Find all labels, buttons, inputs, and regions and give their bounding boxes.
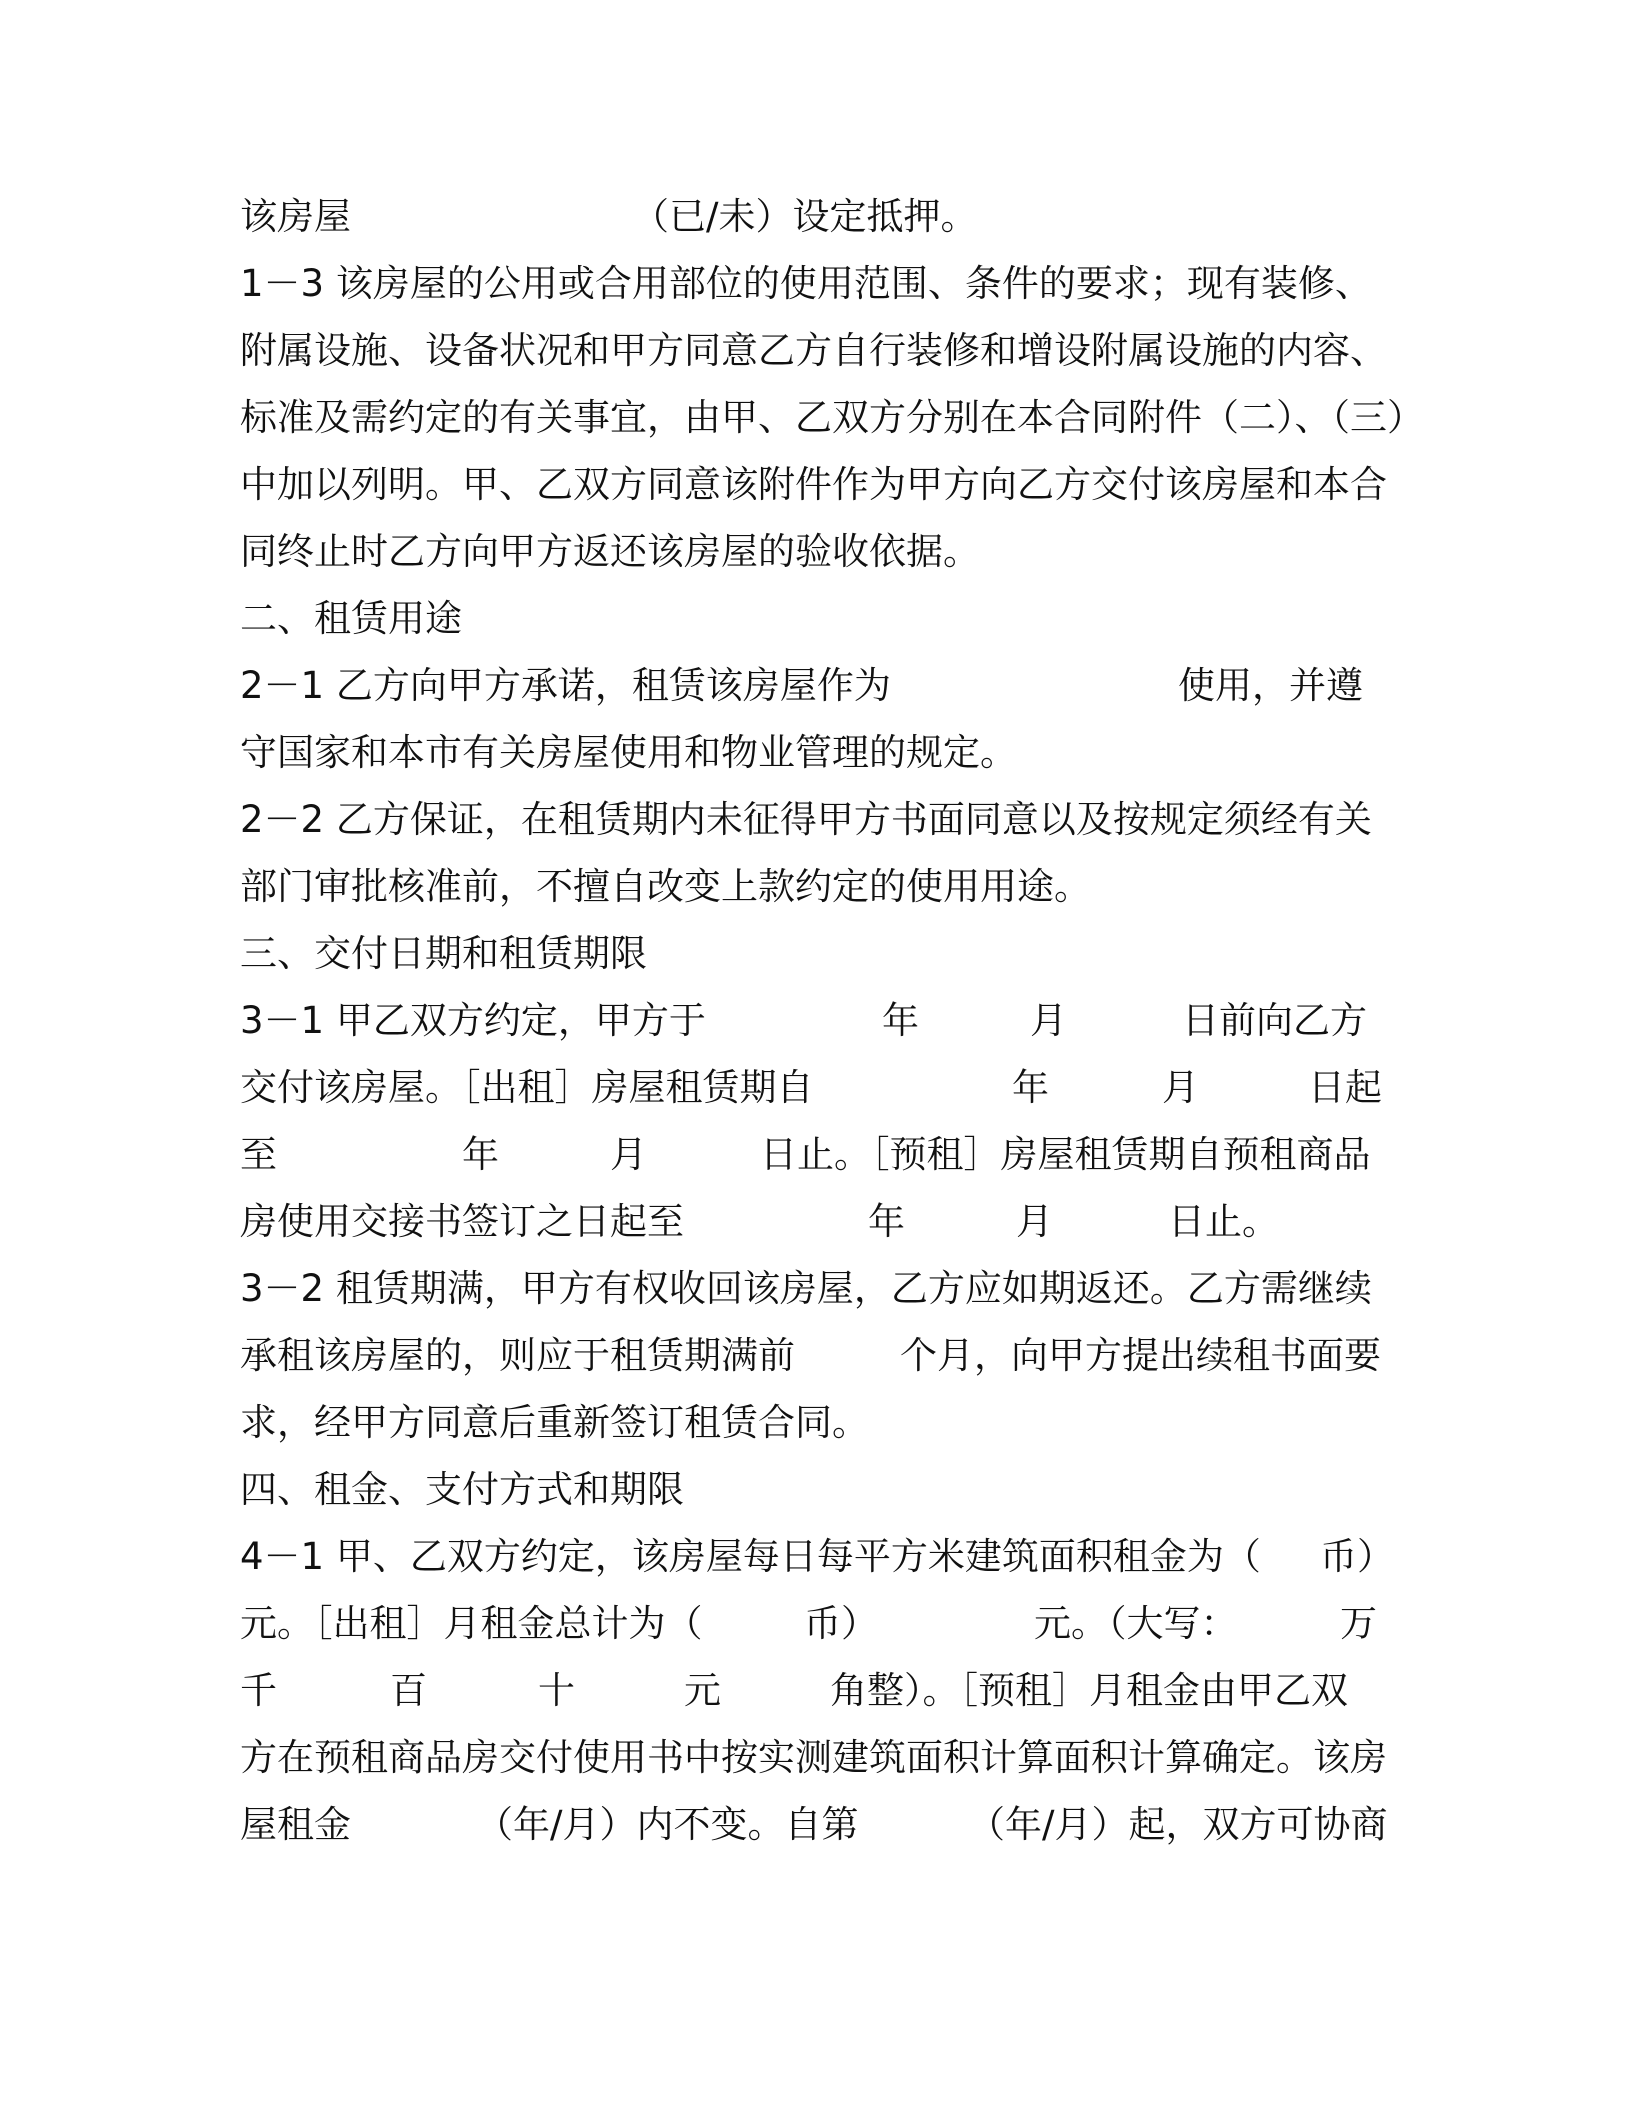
text-line — [240, 1189, 1380, 1255]
text-segment: 月 — [1016, 1200, 1053, 1243]
text-segment: 3－2 租赁期满，甲方有权收回该房屋，乙方应如期返还。乙方需继续 — [240, 1267, 1372, 1310]
text-line — [240, 1055, 1380, 1121]
section-heading — [240, 921, 1380, 987]
text-segment: （已/未）设定抵押。 — [632, 195, 978, 238]
text-line — [240, 653, 1380, 719]
text-segment: 月 — [1162, 1066, 1199, 1109]
text-segment: 1－3 该房屋的公用或合用部位的使用范围、条件的要求；现有装修、 — [240, 262, 1372, 305]
text-line — [240, 787, 1380, 853]
text-line — [240, 251, 1380, 317]
text-segment: 年 — [868, 1200, 905, 1243]
text-segment: 部门审批核准前，不擅自改变上款约定的使用用途。 — [240, 865, 1091, 908]
text-line — [240, 854, 1380, 920]
text-segment: 承租该房屋的，则应于租赁期满前 — [240, 1334, 795, 1377]
text-segment: 百 — [390, 1669, 427, 1712]
text-segment: 年 — [1012, 1066, 1049, 1109]
text-segment: 日前向乙方 — [1182, 999, 1367, 1042]
text-segment: 元 — [684, 1669, 721, 1712]
text-line — [240, 1658, 1380, 1724]
text-line — [240, 519, 1380, 585]
text-segment: 房使用交接书签订之日起至 — [240, 1200, 684, 1243]
text-line — [240, 452, 1387, 518]
text-line — [240, 184, 1380, 250]
text-segment: 交付该房屋。［出租］房屋租赁期自 — [240, 1066, 814, 1109]
text-segment: 3－1 甲乙双方约定，甲方于 — [240, 999, 706, 1042]
text-segment: 2－1 乙方向甲方承诺，租赁该房屋作为 — [240, 664, 891, 707]
text-segment: 月 — [1030, 999, 1067, 1042]
text-line — [240, 318, 1387, 384]
text-line — [240, 1792, 1388, 1858]
text-line — [240, 1122, 1380, 1188]
text-segment: 三、交付日期和租赁期限 — [240, 932, 647, 975]
text-segment: 元。（大写： — [1034, 1602, 1238, 1645]
section-heading — [240, 586, 1380, 652]
text-segment: 守国家和本市有关房屋使用和物业管理的规定。 — [240, 731, 1017, 774]
text-segment: 二、租赁用途 — [240, 597, 462, 640]
text-segment: 日止。 — [1168, 1200, 1279, 1243]
text-segment: 日起 — [1308, 1066, 1382, 1109]
text-segment: 万 — [1340, 1602, 1377, 1645]
text-segment: 币） — [1320, 1535, 1394, 1578]
text-segment: 使用，并遵 — [1178, 664, 1363, 707]
text-segment: 月 — [610, 1133, 647, 1176]
text-line — [240, 1524, 1394, 1590]
text-segment: 屋租金 — [240, 1803, 351, 1846]
text-line — [240, 1725, 1387, 1791]
text-line — [240, 1390, 1380, 1456]
text-line — [240, 988, 1380, 1054]
text-line — [240, 385, 1424, 451]
text-segment: 求，经甲方同意后重新签订租赁合同。 — [240, 1401, 869, 1444]
text-segment: 方在预租商品房交付使用书中按实测建筑面积计算面积计算确定。该房 — [240, 1736, 1387, 1779]
text-segment: 个月，向甲方提出续租书面要 — [900, 1334, 1381, 1377]
section-heading — [240, 1457, 1380, 1523]
text-segment: 2－2 乙方保证，在租赁期内未征得甲方书面同意以及按规定须经有关 — [240, 798, 1372, 841]
text-line — [240, 1591, 1380, 1657]
text-line — [240, 1256, 1380, 1322]
text-segment: （年/月）起，双方可协商 — [968, 1803, 1388, 1846]
text-line — [240, 720, 1380, 786]
text-segment: 十 — [538, 1669, 575, 1712]
text-segment: 角整）。［预租］月租金由甲乙双 — [830, 1669, 1348, 1712]
text-segment: 元。［出租］月租金总计为（ — [240, 1602, 703, 1645]
text-segment: 同终止时乙方向甲方返还该房屋的验收依据。 — [240, 530, 980, 573]
text-line — [240, 1323, 1380, 1389]
text-segment: 该房屋 — [240, 195, 351, 238]
text-segment: 中加以列明。甲、乙双方同意该附件作为甲方向乙方交付该房屋和本合 — [240, 463, 1387, 506]
text-segment: 日止。［预租］房屋租赁期自预租商品 — [760, 1133, 1371, 1176]
text-segment: 千 — [240, 1669, 277, 1712]
text-segment: 附属设施、设备状况和甲方同意乙方自行装修和增设附属设施的内容、 — [240, 329, 1387, 372]
text-segment: 标准及需约定的有关事宜，由甲、乙双方分别在本合同附件（二）、（三） — [240, 396, 1424, 439]
text-segment: 至 — [240, 1133, 277, 1176]
text-segment: 币） — [804, 1602, 878, 1645]
text-segment: 四、租金、支付方式和期限 — [240, 1468, 684, 1511]
text-segment: 4－1 甲、乙双方约定，该房屋每日每平方米建筑面积租金为（ — [240, 1535, 1261, 1578]
text-segment: （年/月）内不变。自第 — [476, 1803, 859, 1846]
text-segment: 年 — [882, 999, 919, 1042]
text-segment: 年 — [462, 1133, 499, 1176]
